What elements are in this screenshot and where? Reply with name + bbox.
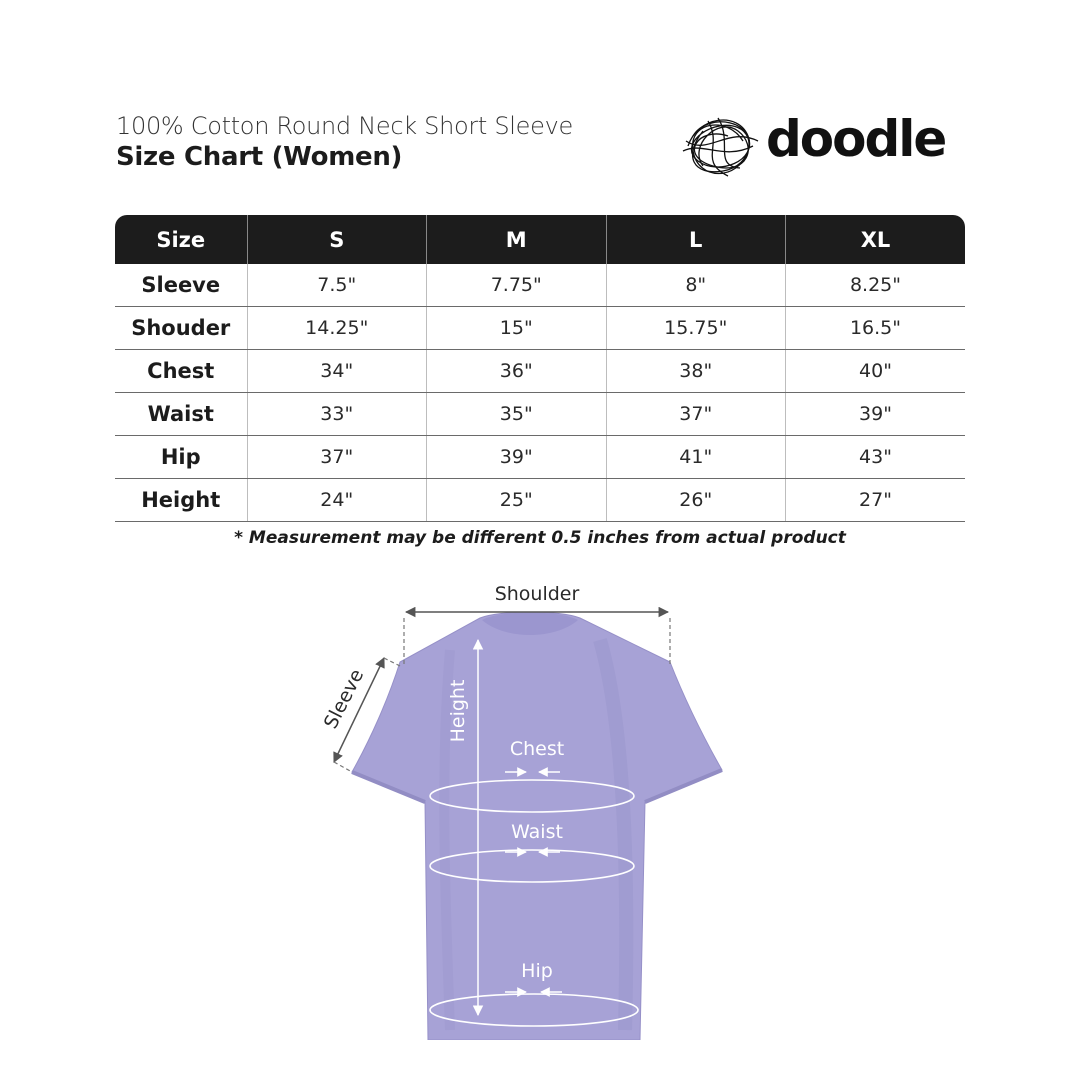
- table-row: [115, 479, 965, 522]
- table-cell: 24": [247, 479, 427, 522]
- row-label: Hip: [115, 436, 247, 479]
- table-cell: 27": [786, 479, 966, 522]
- row-label: Sleeve: [115, 264, 247, 307]
- table-cell: 37": [247, 436, 427, 479]
- brand-logo: [678, 106, 968, 186]
- header-cell: XL: [786, 215, 966, 264]
- table-cell: 14.25": [247, 307, 427, 350]
- table-cell: 37": [606, 393, 786, 436]
- measurement-note: * Measurement may be different 0.5 inches from actual product: [234, 528, 846, 548]
- table-cell: 15.75": [606, 307, 786, 350]
- table-cell: 8.25": [786, 264, 966, 307]
- product-subtitle: 100% Cotton Round Neck Short Sleeve: [116, 112, 573, 140]
- table-cell: 40": [786, 350, 966, 393]
- header-cell: Size: [115, 215, 247, 264]
- table-cell: 36": [427, 350, 607, 393]
- table-row: [115, 393, 965, 436]
- table-cell: 34": [247, 350, 427, 393]
- row-label: Chest: [115, 350, 247, 393]
- size-chart-table: [115, 215, 965, 522]
- table-cell: 39": [786, 393, 966, 436]
- row-label: Waist: [115, 393, 247, 436]
- sleeve-label: Sleeve: [319, 665, 369, 733]
- table-cell: 35": [427, 393, 607, 436]
- height-label: Height: [447, 679, 469, 743]
- table-row: [115, 350, 965, 393]
- table-header-row: [115, 215, 965, 264]
- table-cell: 8": [606, 264, 786, 307]
- table-cell: 41": [606, 436, 786, 479]
- table-row: [115, 264, 965, 307]
- row-label: Shouder: [115, 307, 247, 350]
- hip-label: Hip: [521, 960, 553, 982]
- table-row: [115, 436, 965, 479]
- header-cell: M: [427, 215, 607, 264]
- chest-label: Chest: [509, 738, 565, 760]
- table-cell: 26": [606, 479, 786, 522]
- page-title: Size Chart (Women): [116, 142, 403, 172]
- brand-wordmark: doodle: [766, 110, 946, 168]
- table-cell: 38": [606, 350, 786, 393]
- table-cell: 39": [427, 436, 607, 479]
- shoulder-label: Shoulder: [494, 583, 580, 605]
- table-cell: 16.5": [786, 307, 966, 350]
- scribble-icon: [678, 106, 764, 186]
- row-label: Height: [115, 479, 247, 522]
- table-cell: 43": [786, 436, 966, 479]
- table-cell: 7.75": [427, 264, 607, 307]
- table-cell: 25": [427, 479, 607, 522]
- table-cell: 7.5": [247, 264, 427, 307]
- table-row: [115, 307, 965, 350]
- table-cell: 15": [427, 307, 607, 350]
- header-cell: S: [247, 215, 427, 264]
- tshirt-diagram: [300, 570, 760, 1040]
- waist-label: Waist: [511, 821, 563, 843]
- table-cell: 33": [247, 393, 427, 436]
- header-cell: L: [606, 215, 786, 264]
